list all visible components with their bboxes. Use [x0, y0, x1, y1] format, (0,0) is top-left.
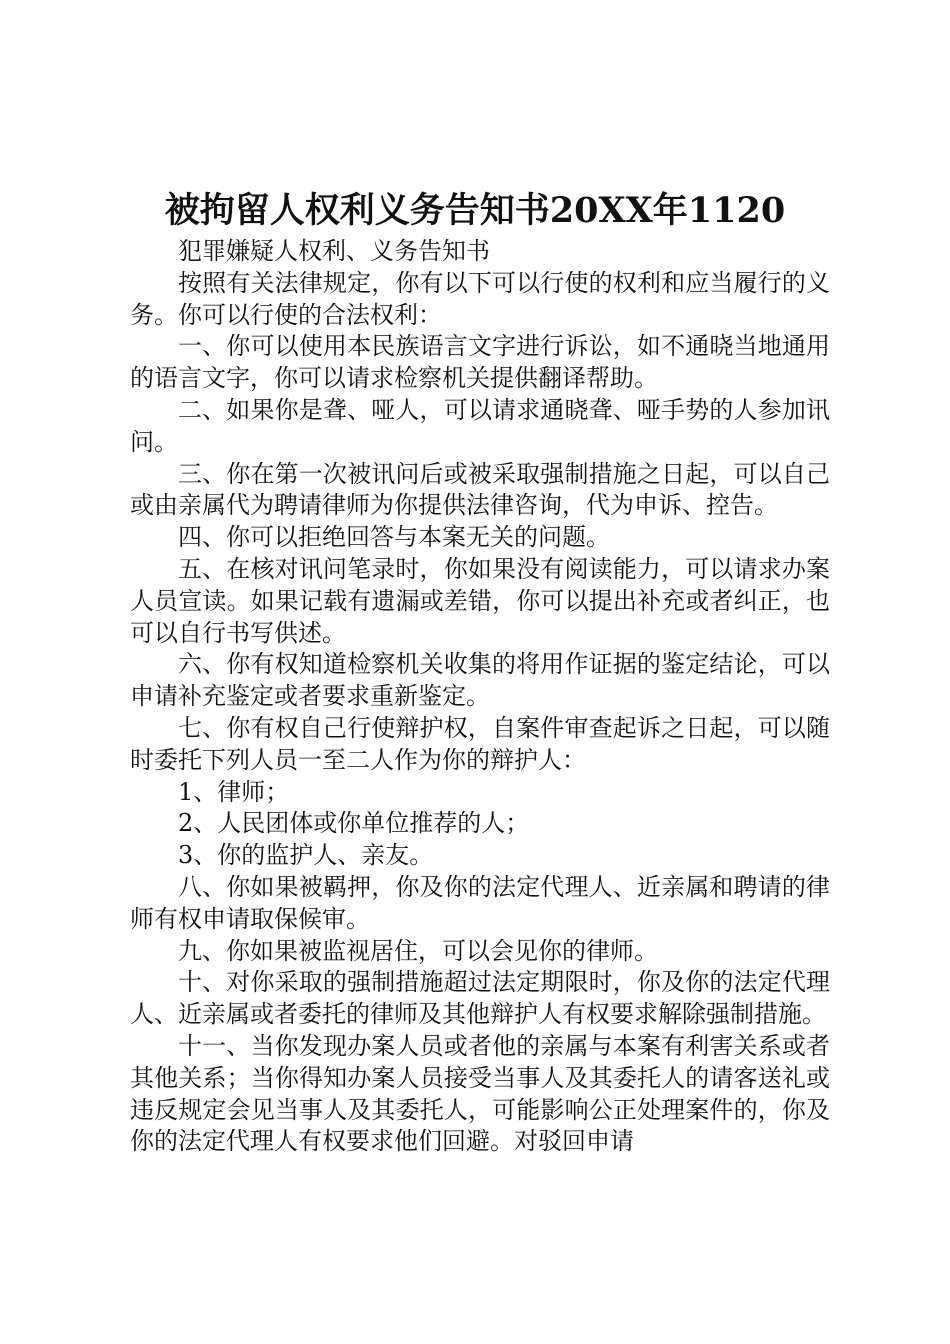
- paragraph-right-6: 六、你有权知道检察机关收集的将用作证据的鉴定结论，可以申请补充鉴定或者要求重新鉴定。: [130, 650, 830, 711]
- list-item-recommended: 2、人民团体或你单位推荐的人；: [178, 809, 530, 838]
- paragraph-intro: 按照有关法律规定，你有以下可以行使的权利和应当履行的义务。你可以行使的合法权利：: [130, 268, 830, 329]
- paragraph-right-11: 十一、当你发现办案人员或者他的亲属与本案有利害关系或者其他关系；当你得知办案人员接受当事人及其委托人的请客送礼或违反规定会见当事人及其委托人，可能影响公正处理案件的，你及你的法定代理人有权要求他们回避。对驳回申请: [130, 1031, 830, 1156]
- list-item-guardian: 3、你的监护人、亲友。: [178, 841, 434, 870]
- paragraph-right-2: 二、如果你是聋、哑人，可以请求通晓聋、哑手势的人参加讯问。: [130, 395, 830, 456]
- paragraph-right-9: 九、你如果被监视居住，可以会见你的律师。: [178, 936, 658, 965]
- paragraph-right-3: 三、你在第一次被讯问后或被采取强制措施之日起，可以自己或由亲属代为聘请律师为你提供法律咨询，代为申诉、控告。: [130, 459, 830, 520]
- paragraph-right-7: 七、你有权自己行使辩护权，自案件审查起诉之日起，可以随时委托下列人员一至二人作为你的辩护人：: [130, 713, 830, 774]
- paragraph-right-4: 四、你可以拒绝回答与本案无关的问题。: [178, 523, 610, 552]
- paragraph-right-10: 十、对你采取的强制措施超过法定期限时，你及你的法定代理人、近亲属或者委托的律师及其他辩护人有权要求解除强制措施。: [130, 968, 830, 1029]
- document-body: [130, 236, 830, 1158]
- paragraph-right-5: 五、在核对讯问笔录时，你如果没有阅读能力，可以请求办案人员宣读。如果记载有遗漏或差错，你可以提出补充或者纠正，也可以自行书写供述。: [130, 554, 830, 647]
- paragraph-heading: 犯罪嫌疑人权利、义务告知书: [178, 237, 490, 265]
- paragraph-right-8: 八、你如果被羁押，你及你的法定代理人、近亲属和聘请的律师有权申请取保候审。: [130, 872, 830, 933]
- document-title: 被拘留人权利义务告知书20XX年1120: [164, 190, 786, 231]
- paragraph-right-1: 一、你可以使用本民族语言文字进行诉讼，如不通晓当地通用的语言文字，你可以请求检察机关提供翻译帮助。: [130, 332, 830, 393]
- list-item-lawyer: 1、律师；: [178, 777, 290, 806]
